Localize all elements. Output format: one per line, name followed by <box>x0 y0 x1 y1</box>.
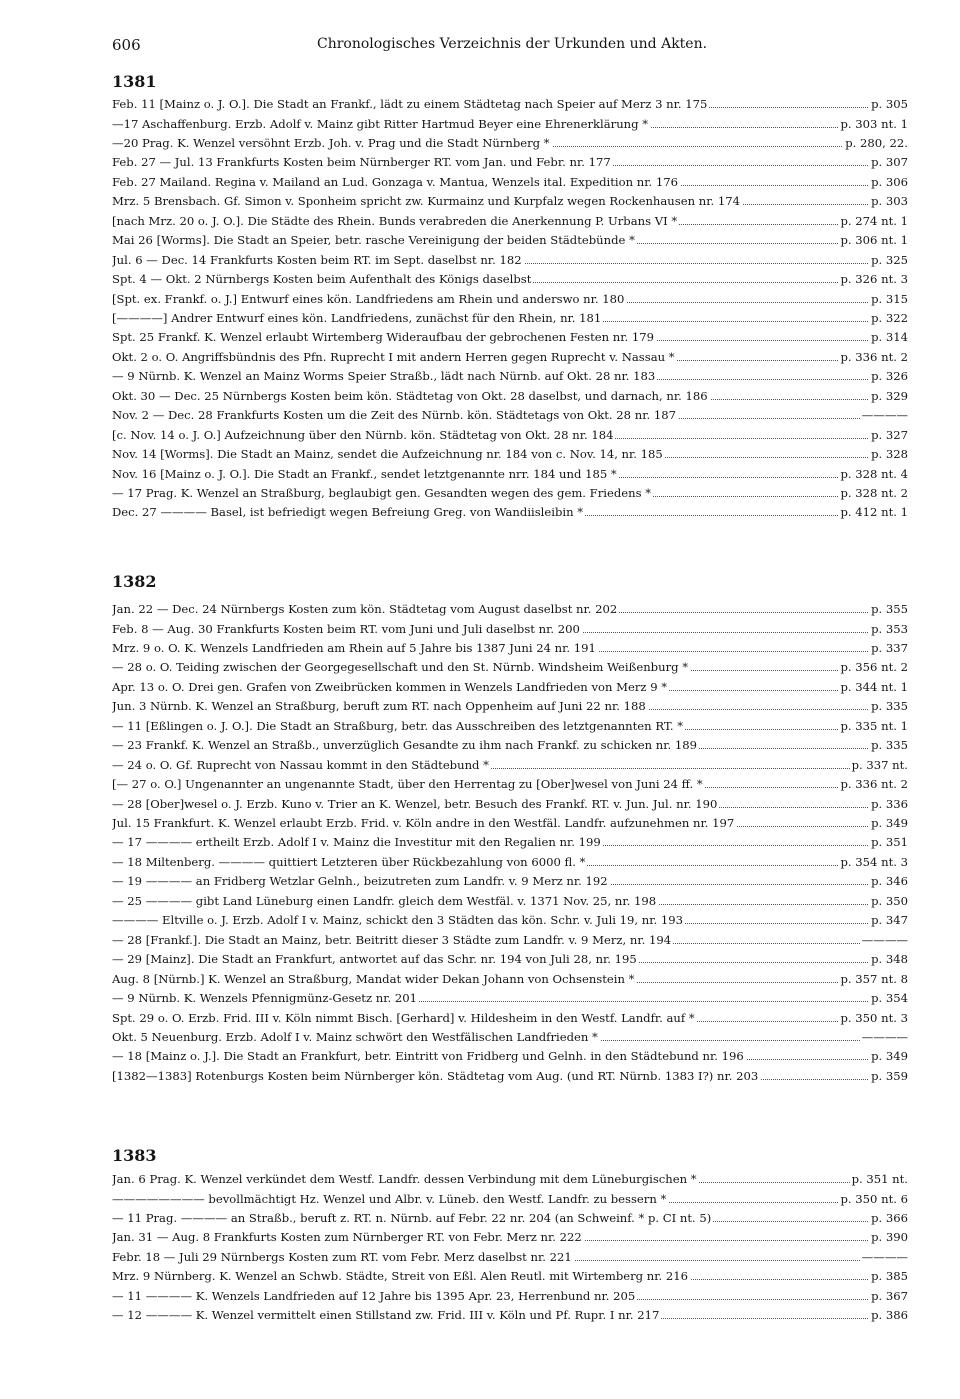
page-reference: p. 386 <box>869 1306 908 1325</box>
entry-text: [c. Nov. 14 o. J. O.] Aufzeichnung über den Nürnb. kön. Städtetag von Okt. 28 nr. 184 <box>112 426 615 445</box>
page-reference: p. 326 <box>869 367 908 386</box>
entry-text: Mrz. 9 Nürnberg. K. Wenzel an Schwb. Städte, Streit von Eßl. Alen Reutl. mit Wirtemberg nr. 216 <box>112 1267 690 1286</box>
entry-text: Mrz. 5 Brensbach. Gf. Simon v. Sponheim spricht zw. Kurmainz und Kurpfalz wegen Rockenhausen nr. 174 <box>112 192 742 211</box>
register-entry <box>112 309 908 328</box>
register-entry <box>112 95 908 114</box>
page-reference: ———— <box>860 406 908 425</box>
register-entry <box>112 1170 908 1189</box>
register-entry <box>112 484 908 503</box>
register-entry <box>112 989 908 1008</box>
entry-text: Okt. 2 o. O. Angriffsbündnis des Pfn. Ruprecht I mit andern Herren gegen Ruprecht v. Nassau * <box>112 348 677 367</box>
page-reference: p. 348 <box>869 950 908 969</box>
entry-text: — 11 Prag. ———— an Straßb., beruft z. RT. n. Nürnb. auf Febr. 22 nr. 204 (an Schweinf. * p. CI nt. 5) <box>112 1209 713 1228</box>
register-entry <box>112 1047 908 1066</box>
page-reference: p. 346 <box>869 872 908 891</box>
page-reference: p. 351 nt. <box>850 1170 908 1189</box>
entry-text: — 24 o. O. Gf. Ruprecht von Nassau kommt in den Städtebund * <box>112 756 491 775</box>
page-reference: p. 350 <box>869 892 908 911</box>
page-reference: p. 326 nt. 3 <box>839 270 908 289</box>
register-entry <box>112 406 908 425</box>
register-entry <box>112 795 908 814</box>
entry-text: — 17 ———— ertheilt Erzb. Adolf I v. Mainz die Investitur mit den Regalien nr. 199 <box>112 833 603 852</box>
register-entry <box>112 911 908 930</box>
page-reference: p. 336 nt. 2 <box>839 348 908 367</box>
page-header <box>112 36 912 58</box>
register-entry <box>112 872 908 891</box>
register-entry <box>112 270 908 289</box>
entry-text: — 28 [Frankf.]. Die Stadt an Mainz, betr. Beitritt dieser 3 Städte zum Landfr. v. 9 Merz, nr. 194 <box>112 931 673 950</box>
register-entry <box>112 775 908 794</box>
entry-text: Jul. 15 Frankfurt. K. Wenzel erlaubt Erzb. Frid. v. Köln andre in den Westfäl. Landfr. aufzunehmen nr. 197 <box>112 814 736 833</box>
register-entry <box>112 328 908 347</box>
entry-text: ———— Eltville o. J. Erzb. Adolf I v. Mainz, schickt den 3 Städten das kön. Schr. v. Juli 19, nr. 193 <box>112 911 685 930</box>
register-entry <box>112 658 908 677</box>
page-reference: p. 336 nt. 2 <box>839 775 908 794</box>
page-reference: p. 347 <box>869 911 908 930</box>
register-entry <box>112 387 908 406</box>
entry-text: [— 27 o. O.] Ungenannter an ungenannte Stadt, über den Herrentag zu [Ober]wesel von Juni 24 ff. * <box>112 775 705 794</box>
page-reference: p. 350 nt. 6 <box>839 1190 908 1209</box>
page-reference: ———— <box>860 1248 908 1267</box>
page-reference: p. 366 <box>869 1209 908 1228</box>
page-reference: p. 367 <box>869 1287 908 1306</box>
entry-text: — 23 Frankf. K. Wenzel an Straßb., unverzüglich Gesandte zu ihm nach Frankf. zu schicken nr. 189 <box>112 736 699 755</box>
page-reference: p. 337 nt. <box>850 756 908 775</box>
register-entry <box>112 833 908 852</box>
register-entry <box>112 970 908 989</box>
page-reference: p. 344 nt. 1 <box>839 678 908 697</box>
entry-text: — 9 Nürnb. K. Wenzel an Mainz Worms Speier Straßb., lädt nach Nürnb. auf Okt. 28 nr. 183 <box>112 367 657 386</box>
register-entry <box>112 600 908 619</box>
register-entry <box>112 115 908 134</box>
entry-text: — 17 Prag. K. Wenzel an Straßburg, beglaubigt gen. Gesandten wegen des gem. Friedens * <box>112 484 653 503</box>
page-reference: p. 314 <box>869 328 908 347</box>
register-entry <box>112 717 908 736</box>
page-reference: p. 355 <box>869 600 908 619</box>
register-entry <box>112 736 908 755</box>
register-entry <box>112 465 908 484</box>
entry-text: — 11 [Eßlingen o. J. O.]. Die Stadt an Straßburg, betr. das Ausschreiben des letztgenannten RT. * <box>112 717 685 736</box>
page-reference: p. 337 <box>869 639 908 658</box>
entry-text: Apr. 13 o. O. Drei gen. Grafen von Zweibrücken kommen in Wenzels Landfrieden von Merz 9 * <box>112 678 669 697</box>
entry-text: [Spt. ex. Frankf. o. J.] Entwurf eines kön. Landfriedens am Rhein und anderswo nr. 180 <box>112 290 626 309</box>
register-entry <box>112 1209 908 1228</box>
year-heading: 1381 <box>112 72 157 91</box>
page-reference: p. 315 <box>869 290 908 309</box>
page-reference: ———— <box>860 1028 908 1047</box>
entry-text: Jan. 22 — Dec. 24 Nürnbergs Kosten zum kön. Städtetag vom August daselbst nr. 202 <box>112 600 619 619</box>
entry-text: Feb. 11 [Mainz o. J. O.]. Die Stadt an Frankf., lädt zu einem Städtetag nach Speier auf Merz 3 nr. 175 <box>112 95 709 114</box>
page-reference: p. 329 <box>869 387 908 406</box>
page-reference: p. 328 <box>869 445 908 464</box>
page-number: 606 <box>112 36 141 54</box>
register-entry <box>112 1028 908 1047</box>
entry-text: —20 Prag. K. Wenzel versöhnt Erzb. Joh. v. Prag und die Stadt Nürnberg * <box>112 134 552 153</box>
entry-text: Jan. 31 — Aug. 8 Frankfurts Kosten zum Nürnberger RT. von Febr. Merz nr. 222 <box>112 1228 584 1247</box>
page-reference: p. 336 <box>869 795 908 814</box>
entry-text: Jan. 6 Prag. K. Wenzel verkündet dem Westf. Landfr. dessen Verbindung mit dem Lüneburgischen * <box>112 1170 699 1189</box>
page-reference: p. 274 nt. 1 <box>839 212 908 231</box>
year-heading: 1382 <box>112 572 157 591</box>
register-entry <box>112 1306 908 1325</box>
register-entry <box>112 639 908 658</box>
entry-text: [————] Andrer Entwurf eines kön. Landfriedens, zunächst für den Rhein, nr. 181 <box>112 309 603 328</box>
page-reference: p. 325 <box>869 251 908 270</box>
register-entry <box>112 231 908 250</box>
entry-text: Mrz. 9 o. O. K. Wenzels Landfrieden am Rhein auf 5 Jahre bis 1387 Juni 24 nr. 191 <box>112 639 598 658</box>
entry-text: — 29 [Mainz]. Die Stadt an Frankfurt, antwortet auf das Schr. nr. 194 von Juli 28, nr. 195 <box>112 950 639 969</box>
entry-text: Febr. 18 — Juli 29 Nürnbergs Kosten zum RT. vom Febr. Merz daselbst nr. 221 <box>112 1248 574 1267</box>
page-reference: p. 328 nt. 4 <box>839 465 908 484</box>
entry-text: Feb. 27 Mailand. Regina v. Mailand an Lud. Gonzaga v. Mantua, Wenzels ital. Expedition nr. 176 <box>112 173 680 192</box>
page-reference: p. 328 nt. 2 <box>839 484 908 503</box>
entry-text: Feb. 27 — Jul. 13 Frankfurts Kosten beim Nürnberger RT. vom Jan. und Febr. nr. 177 <box>112 153 613 172</box>
register-entry <box>112 212 908 231</box>
page-reference: p. 350 nt. 3 <box>839 1009 908 1028</box>
entry-text: — 18 Miltenberg. ———— quittiert Letzteren über Rückbezahlung von 6000 fl. * <box>112 853 587 872</box>
entry-text: [nach Mrz. 20 o. J. O.]. Die Städte des Rhein. Bunds verabreden die Anerkennung P. Urbans VI * <box>112 212 679 231</box>
register-entry <box>112 1248 908 1267</box>
register-entry <box>112 503 908 522</box>
page-reference: p. 353 <box>869 620 908 639</box>
entry-text: [1382—1383] Rotenburgs Kosten beim Nürnberger kön. Städtetag vom Aug. (und RT. Nürnb. 1383 I?) nr. 203 <box>112 1067 760 1086</box>
page-reference: p. 306 nt. 1 <box>839 231 908 250</box>
page-reference: p. 390 <box>869 1228 908 1247</box>
page-reference: p. 303 nt. 1 <box>839 115 908 134</box>
entry-text: ———————— bevollmächtigt Hz. Wenzel und Albr. v. Lüneb. den Westf. Landfr. zu bessern * <box>112 1190 668 1209</box>
page-reference: p. 354 nt. 3 <box>839 853 908 872</box>
register-entry <box>112 1190 908 1209</box>
page-reference: p. 412 nt. 1 <box>839 503 908 522</box>
register-entry <box>112 1067 908 1086</box>
entry-text: Nov. 14 [Worms]. Die Stadt an Mainz, sendet die Aufzeichnung nr. 184 von c. Nov. 14, nr. 185 <box>112 445 665 464</box>
entry-text: Jul. 6 — Dec. 14 Frankfurts Kosten beim RT. im Sept. daselbst nr. 182 <box>112 251 524 270</box>
register-entry <box>112 814 908 833</box>
entry-text: Jun. 3 Nürnb. K. Wenzel an Straßburg, beruft zum RT. nach Oppenheim auf Juni 22 nr. 188 <box>112 697 648 716</box>
entry-text: Okt. 30 — Dec. 25 Nürnbergs Kosten beim kön. Städtetag von Okt. 28 daselbst, und darnach, nr. 186 <box>112 387 710 406</box>
entry-text: Dec. 27 ———— Basel, ist befriedigt wegen Befreiung Greg. von Wandiisleibin * <box>112 503 585 522</box>
page-reference: p. 322 <box>869 309 908 328</box>
register-entry <box>112 697 908 716</box>
register-entry <box>112 153 908 172</box>
register-entry <box>112 290 908 309</box>
page-reference: p. 327 <box>869 426 908 445</box>
entry-text: Aug. 8 [Nürnb.] K. Wenzel an Straßburg, Mandat wider Dekan Johann von Ochsenstein * <box>112 970 636 989</box>
register-entry <box>112 756 908 775</box>
register-entry <box>112 950 908 969</box>
entry-text: — 28 [Ober]wesel o. J. Erzb. Kuno v. Trier an K. Wenzel, betr. Besuch des Frankf. RT. v. Jun. Jul. nr. 190 <box>112 795 719 814</box>
entry-text: Mai 26 [Worms]. Die Stadt an Speier, betr. rasche Vereinigung der beiden Städtebünde * <box>112 231 637 250</box>
page-reference: p. 335 <box>869 697 908 716</box>
entry-text: — 25 ———— gibt Land Lüneburg einen Landfr. gleich dem Westfäl. v. 1371 Nov. 25, nr. 198 <box>112 892 658 911</box>
page-reference: p. 385 <box>869 1267 908 1286</box>
page-reference: p. 349 <box>869 1047 908 1066</box>
entry-text: — 18 [Mainz o. J.]. Die Stadt an Frankfurt, betr. Eintritt von Fridberg und Gelnh. in den Städtebund nr. 196 <box>112 1047 746 1066</box>
entry-text: Spt. 25 Frankf. K. Wenzel erlaubt Wirtemberg Wideraufbau der gebrochenen Festen nr. 179 <box>112 328 656 347</box>
register-entry <box>112 931 908 950</box>
register-entry <box>112 251 908 270</box>
entry-text: Spt. 29 o. O. Erzb. Frid. III v. Köln nimmt Bisch. [Gerhard] v. Hildesheim in den Westf. Landfr. auf * <box>112 1009 697 1028</box>
entry-text: —17 Aschaffenburg. Erzb. Adolf v. Mainz gibt Ritter Hartmud Beyer eine Ehrenerklärung * <box>112 115 650 134</box>
register-entry <box>112 678 908 697</box>
entry-text: — 19 ———— an Fridberg Wetzlar Gelnh., beizutreten zum Landfr. v. 9 Merz nr. 192 <box>112 872 610 891</box>
register-entry <box>112 348 908 367</box>
page-reference: p. 306 <box>869 173 908 192</box>
register-entry <box>112 445 908 464</box>
register-entry <box>112 1287 908 1306</box>
page-reference: p. 307 <box>869 153 908 172</box>
register-entry <box>112 426 908 445</box>
page-reference: p. 359 <box>869 1067 908 1086</box>
register-entry <box>112 620 908 639</box>
running-title: Chronologisches Verzeichnis der Urkunden und Akten. <box>317 36 708 52</box>
entry-text: Spt. 4 — Okt. 2 Nürnbergs Kosten beim Aufenthalt des Königs daselbst <box>112 270 533 289</box>
register-entry <box>112 192 908 211</box>
entry-text: — 12 ———— K. Wenzel vermittelt einen Stillstand zw. Frid. III v. Köln und Pf. Rupr. I nr. 217 <box>112 1306 661 1325</box>
entry-text: — 9 Nürnb. K. Wenzels Pfennigmünz-Gesetz nr. 201 <box>112 989 419 1008</box>
register-entry <box>112 892 908 911</box>
page-reference: ———— <box>860 931 908 950</box>
page-reference: p. 349 <box>869 814 908 833</box>
entry-text: Feb. 8 — Aug. 30 Frankfurts Kosten beim RT. vom Juni und Juli daselbst nr. 200 <box>112 620 582 639</box>
register-entry <box>112 1009 908 1028</box>
entry-text: Okt. 5 Neuenburg. Erzb. Adolf I v. Mainz schwört den Westfälischen Landfrieden * <box>112 1028 600 1047</box>
page-reference: p. 305 <box>869 95 908 114</box>
page-reference: p. 356 nt. 2 <box>839 658 908 677</box>
page-reference: p. 280, 22. <box>843 134 908 153</box>
page-reference: p. 335 <box>869 736 908 755</box>
page-reference: p. 335 nt. 1 <box>839 717 908 736</box>
register-entry <box>112 1228 908 1247</box>
entry-text: — 11 ———— K. Wenzels Landfrieden auf 12 Jahre bis 1395 Apr. 23, Herrenbund nr. 205 <box>112 1287 637 1306</box>
year-heading: 1383 <box>112 1146 157 1165</box>
register-entry <box>112 853 908 872</box>
entry-text: Nov. 16 [Mainz o. J. O.]. Die Stadt an Frankf., sendet letztgenannte nrr. 184 und 185 * <box>112 465 619 484</box>
page-reference: p. 357 nt. 8 <box>839 970 908 989</box>
entry-text: Nov. 2 — Dec. 28 Frankfurts Kosten um die Zeit des Nürnb. kön. Städtetags von Okt. 28 nr. 187 <box>112 406 678 425</box>
register-entry <box>112 173 908 192</box>
register-entry <box>112 134 908 153</box>
entry-text: — 28 o. O. Teiding zwischen der Georgegesellschaft und den St. Nürnb. Windsheim Weißenburg * <box>112 658 690 677</box>
register-entry <box>112 367 908 386</box>
register-entry <box>112 1267 908 1286</box>
page-reference: p. 354 <box>869 989 908 1008</box>
page-reference: p. 351 <box>869 833 908 852</box>
page-reference: p. 303 <box>869 192 908 211</box>
